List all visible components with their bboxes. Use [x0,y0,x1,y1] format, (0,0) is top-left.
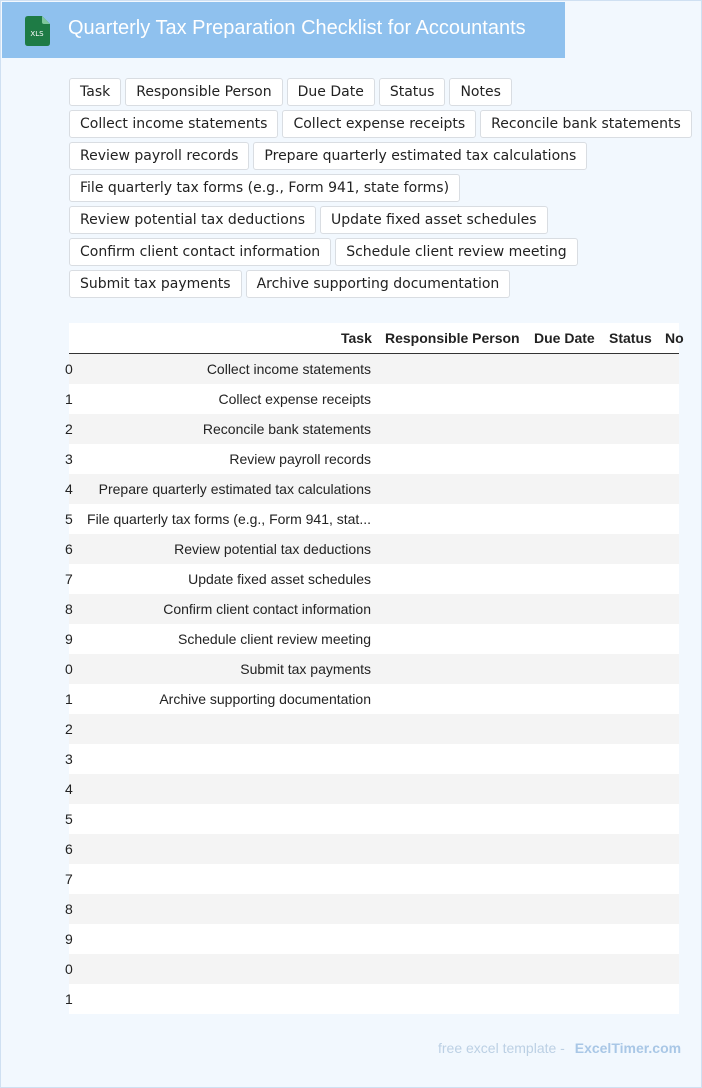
table-row[interactable] [65,894,679,924]
column-chip[interactable]: Responsible Person [125,78,282,106]
row-index: 1 [65,391,73,407]
row-index: 5 [65,511,73,527]
table-row[interactable] [65,834,679,864]
table-row[interactable] [65,594,679,624]
column-chip[interactable]: Due Date [287,78,375,106]
row-index: 0 [65,661,73,677]
row-index: 7 [65,871,73,887]
column-chip[interactable]: Schedule client review meeting [335,238,577,266]
footer-prefix: free excel template - [438,1040,565,1056]
row-index: 4 [65,781,73,797]
task-cell[interactable]: Reconcile bank statements [202,421,371,437]
title-bar [2,2,565,58]
column-chip[interactable]: File quarterly tax forms (e.g., Form 941, state forms) [69,174,460,202]
row-index: 6 [65,541,73,557]
row-index: 1 [65,991,73,1007]
row-index: 8 [65,601,73,617]
row-index: 1 [65,691,73,707]
row-index: 4 [65,481,73,497]
table-row[interactable] [65,924,679,954]
table-row[interactable] [65,414,679,444]
task-cell[interactable]: Collect income statements [206,361,371,377]
column-chip[interactable]: Confirm client contact information [69,238,331,266]
row-index: 6 [65,841,73,857]
task-cell[interactable]: Confirm client contact information [163,601,371,617]
column-chip[interactable]: Status [379,78,446,106]
header-notes[interactable]: No [665,330,684,346]
row-index: 3 [65,451,73,467]
table-row[interactable] [65,654,679,684]
table-row[interactable] [65,384,679,414]
header-responsible-person[interactable]: Responsible Person [385,330,520,346]
column-chip[interactable]: Notes [449,78,511,106]
row-index: 0 [65,361,73,377]
column-chip[interactable]: Review potential tax deductions [69,206,316,234]
table-row[interactable] [65,954,679,984]
row-index: 7 [65,571,73,587]
row-index: 9 [65,931,73,947]
excel-icon-label: XLS [30,30,44,38]
task-cell[interactable]: Archive supporting documentation [159,691,371,707]
row-index: 2 [65,421,73,437]
table-header-row [69,323,684,354]
table-row[interactable] [65,444,679,474]
task-cell[interactable]: Review payroll records [229,451,371,467]
table-row[interactable] [65,624,679,654]
column-chip[interactable]: Archive supporting documentation [246,270,511,298]
table-row[interactable] [65,744,679,774]
header-due-date[interactable]: Due Date [534,330,595,346]
header-status[interactable]: Status [609,330,652,346]
table-row[interactable] [65,864,679,894]
row-index: 3 [65,751,73,767]
task-cell[interactable]: Submit tax payments [240,661,371,677]
column-chip[interactable]: Review payroll records [69,142,249,170]
row-index: 5 [65,811,73,827]
table-row[interactable] [65,474,679,504]
task-cell[interactable]: Review potential tax deductions [174,541,371,557]
table-row[interactable] [65,984,679,1014]
page-title: Quarterly Tax Preparation Checklist for Accountants [68,17,526,39]
table-row[interactable] [65,564,679,594]
column-chip-list [69,78,699,298]
column-chip[interactable]: Collect expense receipts [282,110,476,138]
footer-brand-link[interactable]: ExcelTimer.com [574,1040,682,1056]
column-chip[interactable]: Prepare quarterly estimated tax calculations [253,142,587,170]
column-chip[interactable]: Reconcile bank statements [480,110,692,138]
table-row[interactable] [65,504,679,534]
row-index: 8 [65,901,73,917]
column-chip[interactable]: Collect income statements [69,110,278,138]
footer-credit [438,1040,681,1056]
task-cell[interactable]: File quarterly tax forms (e.g., Form 941, stat... [87,511,371,527]
table-row[interactable] [65,354,679,384]
header-task[interactable]: Task [341,330,372,346]
table-row[interactable] [65,774,679,804]
excel-file-icon [24,16,52,46]
table-row[interactable] [65,714,679,744]
column-chip[interactable]: Submit tax payments [69,270,242,298]
column-chip[interactable]: Update fixed asset schedules [320,206,548,234]
table-row[interactable] [65,804,679,834]
task-cell[interactable]: Prepare quarterly estimated tax calculations [98,481,371,497]
column-chip[interactable]: Task [69,78,121,106]
task-cell[interactable]: Collect expense receipts [218,391,371,407]
row-index: 9 [65,631,73,647]
task-cell[interactable]: Schedule client review meeting [178,631,371,647]
table-row[interactable] [65,534,679,564]
spreadsheet-table [65,323,684,1014]
task-cell[interactable]: Update fixed asset schedules [188,571,371,587]
table-row[interactable] [65,684,679,714]
row-index: 2 [65,721,73,737]
row-index: 0 [65,961,73,977]
